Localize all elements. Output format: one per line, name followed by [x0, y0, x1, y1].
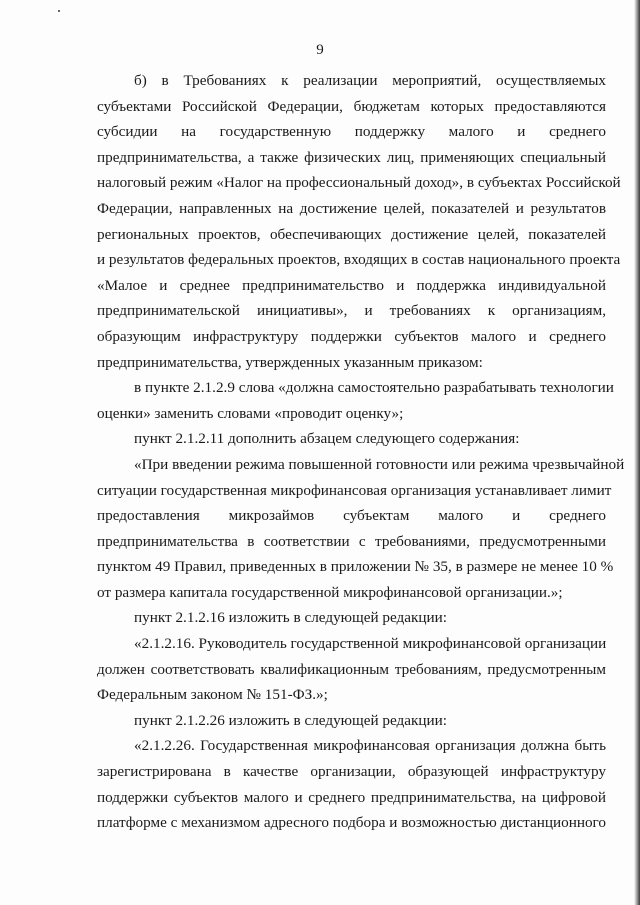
- text-line: и результатов федеральных проектов, входящих в состав национального проекта: [97, 251, 621, 269]
- text-line: «2.1.2.26. Государственная микрофинансовая организация должна быть: [134, 737, 606, 755]
- text-line: от размера капитала государственной микрофинансовой организации.»;: [97, 583, 563, 601]
- text-line: предоставления микрозаймов субъектам малого и среднего: [97, 507, 606, 525]
- text-line: пунктом 49 Правил, приведенных в приложении № 35, в размере не менее 10 %: [97, 558, 614, 576]
- text-line: предпринимательства, утвержденных указанным приказом:: [97, 353, 483, 371]
- text-line: Федерации, направленных на достижение целей, показателей и результатов: [97, 199, 606, 217]
- text-line: должен соответствовать квалификационным требованиям, предусмотренным: [97, 660, 606, 678]
- text-line: пункт 2.1.2.26 изложить в следующей редакции:: [134, 711, 447, 729]
- text-line: налоговый режим «Налог на профессиональный доход», в субъектах Российской: [97, 174, 621, 192]
- text-line: в пункте 2.1.2.9 слова «должна самостоятельно разрабатывать технологии: [134, 379, 614, 397]
- text-line: Федеральным законом № 151-ФЗ.»;: [97, 686, 328, 704]
- text-line: предпринимательской инициативы», и требованиях к организациям,: [97, 302, 606, 320]
- text-line: региональных проектов, обеспечивающих достижение целей, показателей: [97, 225, 606, 243]
- text-line: платформе с механизмом адресного подбора и возможностью дистанционного: [97, 814, 606, 832]
- text-line: оценки» заменить словами «проводит оценку»;: [97, 404, 404, 422]
- text-line: зарегистрирована в качестве организации, образующей инфраструктуру: [97, 763, 606, 781]
- text-line: пункт 2.1.2.11 дополнить абзацем следующего содержания:: [134, 430, 520, 448]
- text-line: «При введении режима повышенной готовности или режима чрезвычайной: [134, 455, 625, 473]
- text-line: ситуации государственная микрофинансовая организация устанавливает лимит: [97, 481, 612, 499]
- text-line: «Малое и среднее предпринимательство и поддержка индивидуальной: [97, 276, 606, 294]
- text-line: поддержки субъектов малого и среднего предпринимательства, на цифровой: [97, 788, 606, 806]
- text-line: образующим инфраструктуру поддержки субъектов малого и среднего: [97, 327, 606, 345]
- text-line: «2.1.2.16. Руководитель государственной микрофинансовой организации: [134, 635, 607, 653]
- text-line: пункт 2.1.2.16 изложить в следующей редакции:: [134, 609, 447, 627]
- document-body: [97, 68, 625, 836]
- text-line: предпринимательства, а также физических лиц, применяющих специальный: [97, 148, 606, 166]
- text-line: субсидии на государственную поддержку малого и среднего: [97, 123, 606, 141]
- text-line: б) в Требованиях к реализации мероприятий, осуществляемых: [134, 72, 606, 89]
- text-line: предпринимательства в соответствии с требованиями, предусмотренными: [97, 532, 606, 550]
- page-number: 9: [316, 42, 324, 58]
- scan-speck: [58, 10, 60, 12]
- text-line: субъектами Российской Федерации, бюджетам которых предоставляются: [97, 97, 606, 115]
- scan-edge-shadow: [634, 0, 640, 905]
